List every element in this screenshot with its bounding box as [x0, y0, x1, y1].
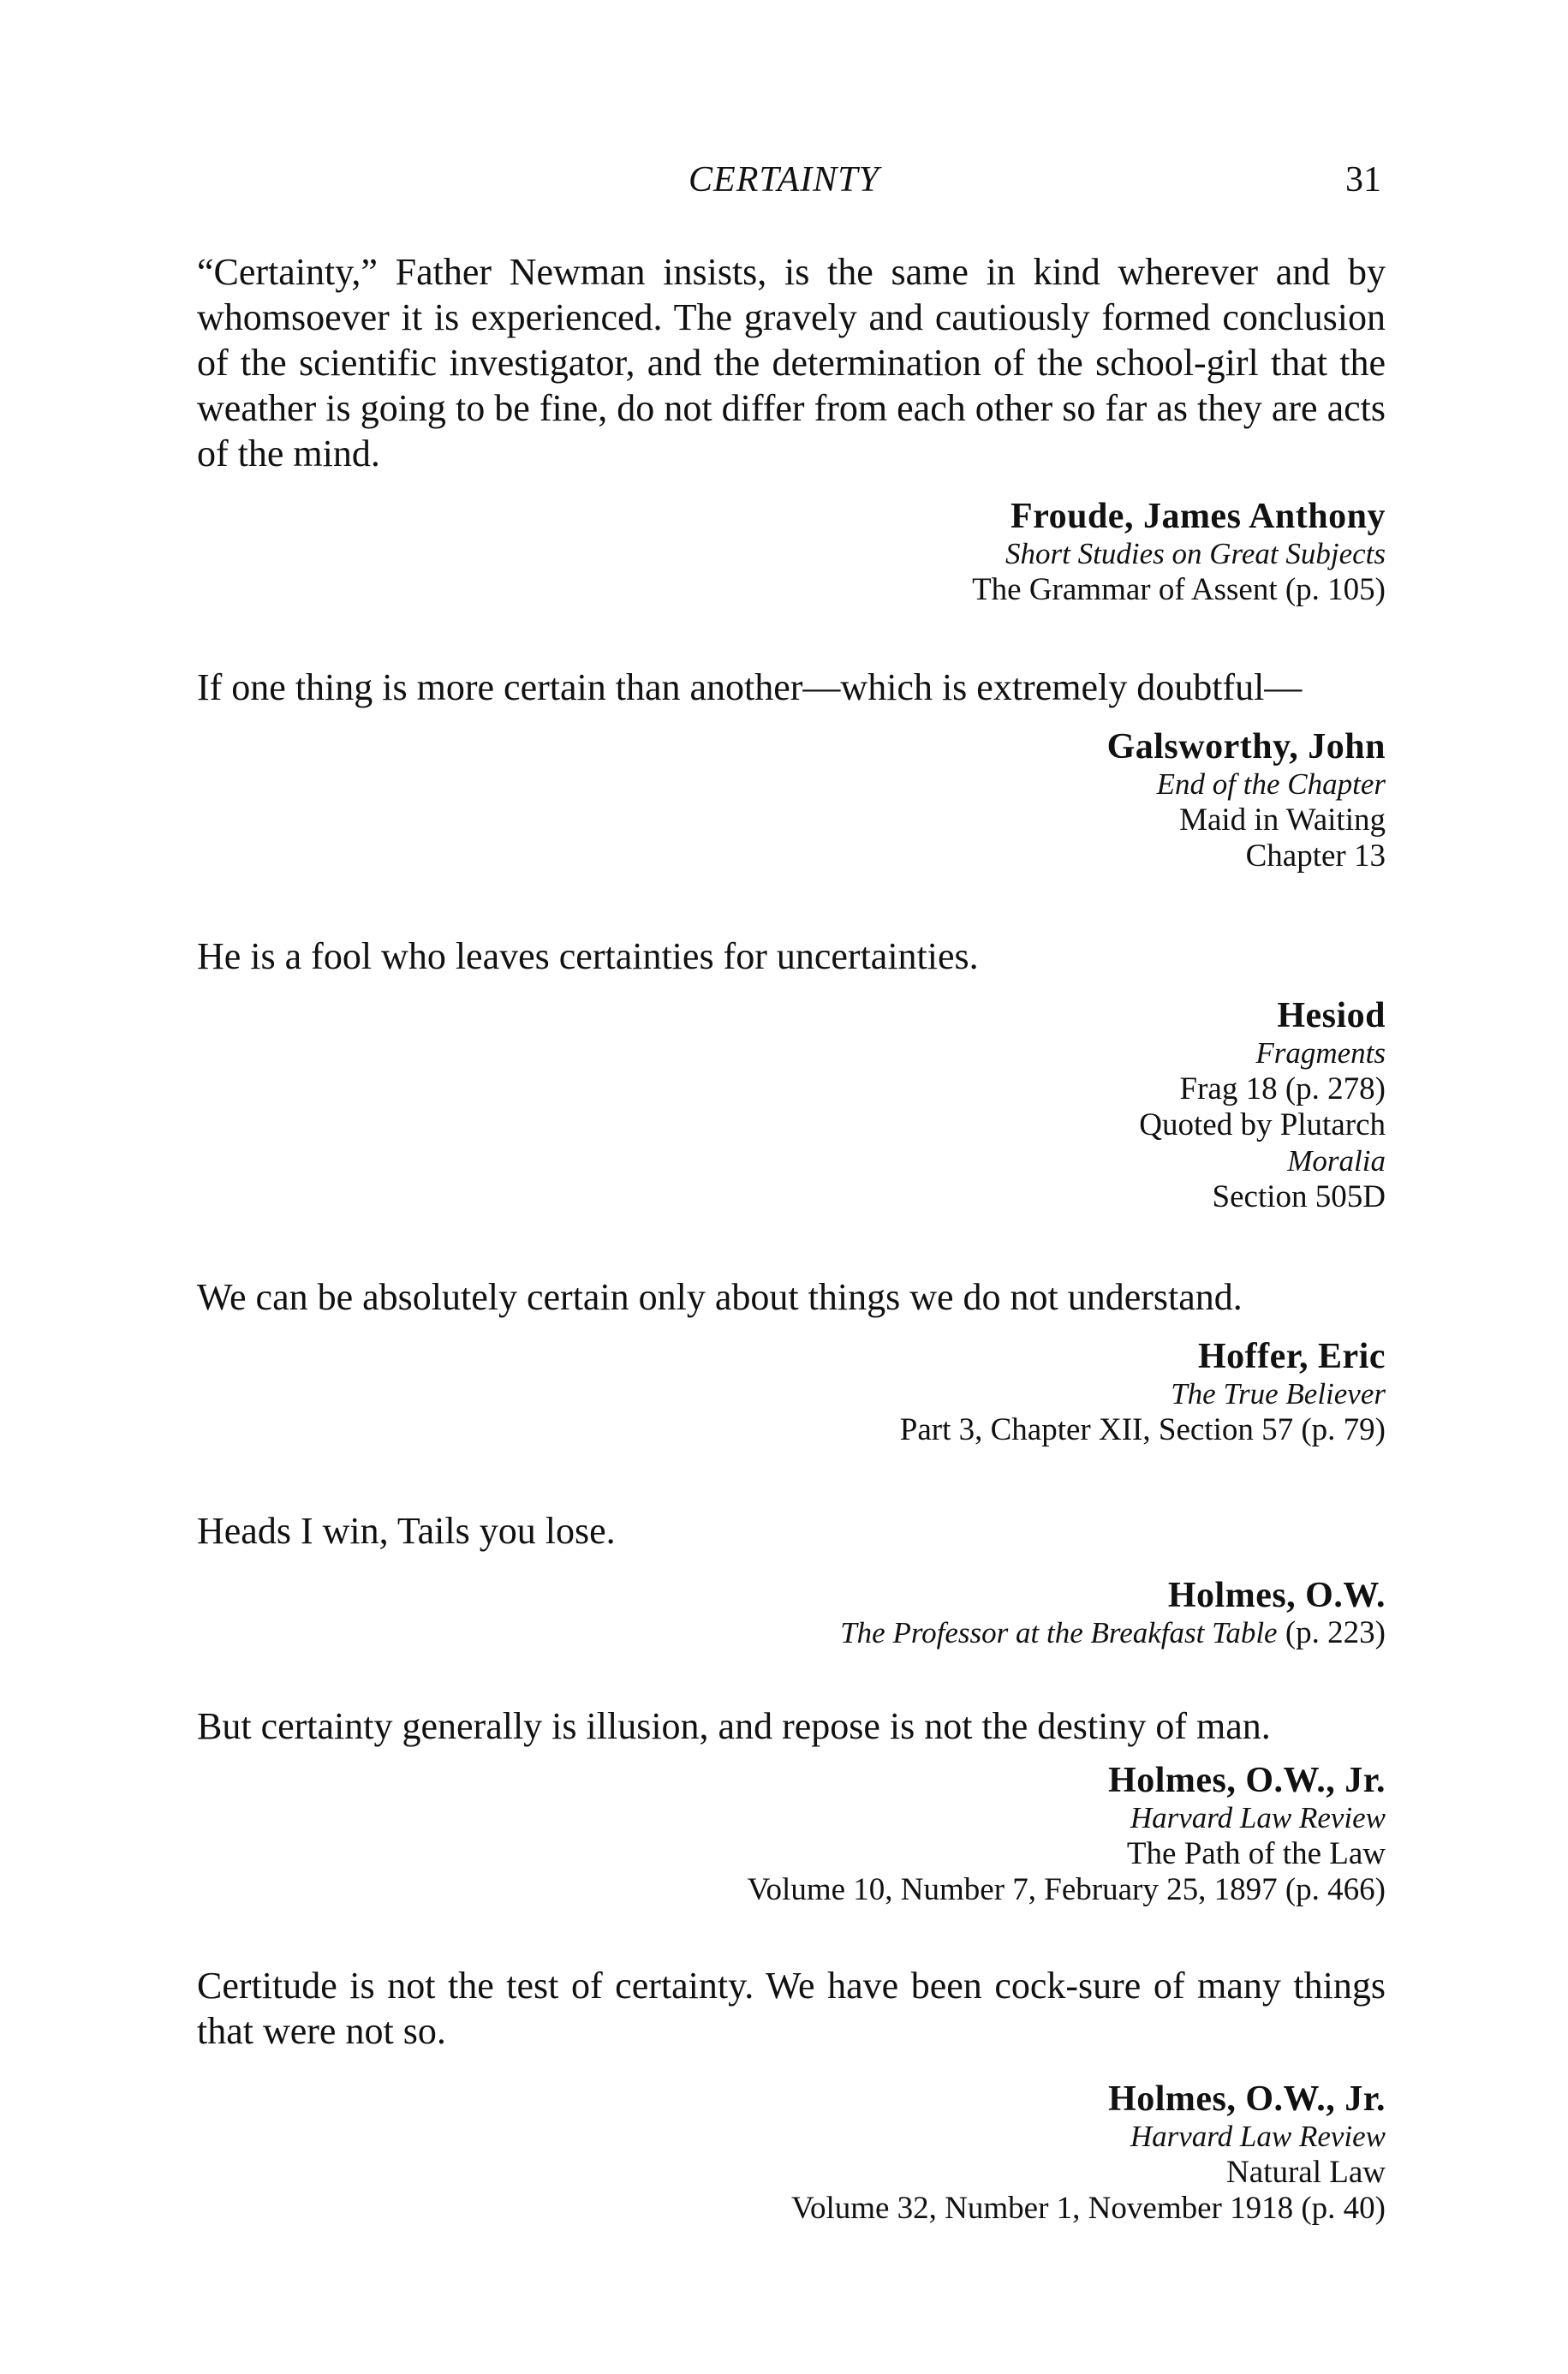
- work-title: Harvard Law Review: [1130, 2120, 1386, 2153]
- source-detail: Volume 32, Number 1, November 1918 (p. 40): [791, 2191, 1386, 2226]
- source-detail: Maid in Waiting: [1179, 802, 1386, 838]
- running-title: CERTAINTY: [689, 160, 879, 200]
- attribution: [197, 497, 1386, 608]
- quote-entry: [197, 1963, 1386, 2227]
- source-detail: The Grammar of Assent (p. 105): [972, 572, 1386, 607]
- work-title: Fragments: [1255, 1036, 1386, 1070]
- quote-text: Certitude is not the test of certainty. We have been cock-sure of many things that were not so.: [197, 1965, 1386, 2052]
- source-detail: The Path of the Law: [1126, 1836, 1386, 1871]
- source-detail: Quoted by Plutarch: [1139, 1107, 1386, 1142]
- source-detail: (p. 223): [1277, 1615, 1386, 1650]
- author-name: Holmes, O.W.: [1167, 1576, 1386, 1615]
- author-name: Froude, James Anthony: [1011, 497, 1386, 536]
- author-name: Hesiod: [1277, 996, 1386, 1035]
- quote-text: If one thing is more certain than another—which is extremely doubtful—: [197, 666, 1303, 708]
- work-title: End of the Chapter: [1156, 767, 1386, 801]
- author-name: Galsworthy, John: [1106, 727, 1386, 766]
- author-name: Holmes, O.W., Jr.: [1108, 2079, 1386, 2119]
- quote-text: Heads I win, Tails you lose.: [197, 1510, 616, 1552]
- quote-entry: [197, 933, 1386, 1215]
- work-title: Harvard Law Review: [1130, 1801, 1386, 1834]
- source-detail: Frag 18 (p. 278): [1179, 1071, 1386, 1106]
- work-title: The Professor at the Breakfast Table: [840, 1616, 1278, 1649]
- work-title: The True Believer: [1171, 1377, 1386, 1411]
- quote-text: He is a fool who leaves certainties for uncertainties.: [197, 935, 979, 977]
- source-detail: Section 505D: [1212, 1179, 1386, 1214]
- source-detail: Natural Law: [1226, 2155, 1386, 2190]
- author-name: Hoffer, Eric: [1197, 1337, 1386, 1376]
- work-title: Moralia: [1287, 1144, 1386, 1178]
- attribution: [197, 996, 1386, 1215]
- attribution: [197, 2079, 1386, 2227]
- attribution: [197, 1761, 1386, 1908]
- quote-text: “Certainty,” Father Newman insists, is the same in kind wherever and by whomsoever it is experienced. The gravely and cautiously formed conclusion of the scientific investigator, and the determination of the school-girl that the weather is going to be fine, do not differ from each other so far as they are acts of the mind.: [197, 251, 1386, 474]
- author-name: Holmes, O.W., Jr.: [1108, 1761, 1386, 1800]
- source-detail: Part 3, Chapter XII, Section 57 (p. 79): [899, 1412, 1386, 1447]
- page-number: 31: [1345, 160, 1381, 200]
- source-detail: Chapter 13: [1245, 838, 1386, 874]
- page-header: [0, 159, 1568, 211]
- attribution: [197, 1337, 1386, 1448]
- quote-text: But certainty generally is illusion, and repose is not the destiny of man.: [197, 1705, 1271, 1747]
- quote-entry: [197, 1274, 1386, 1448]
- source-detail: Volume 10, Number 7, February 25, 1897 (p. 466): [747, 1872, 1386, 1907]
- quote-entry: [197, 1508, 1386, 1651]
- source-line: [197, 1615, 1386, 1651]
- attribution: [197, 1576, 1386, 1651]
- quote-entry: [197, 1703, 1386, 1908]
- attribution: [197, 727, 1386, 874]
- work-title: Short Studies on Great Subjects: [1005, 537, 1386, 570]
- quote-text: We can be absolutely certain only about things we do not understand.: [197, 1276, 1243, 1318]
- quote-entry: [197, 665, 1386, 874]
- quote-entry: [197, 249, 1386, 608]
